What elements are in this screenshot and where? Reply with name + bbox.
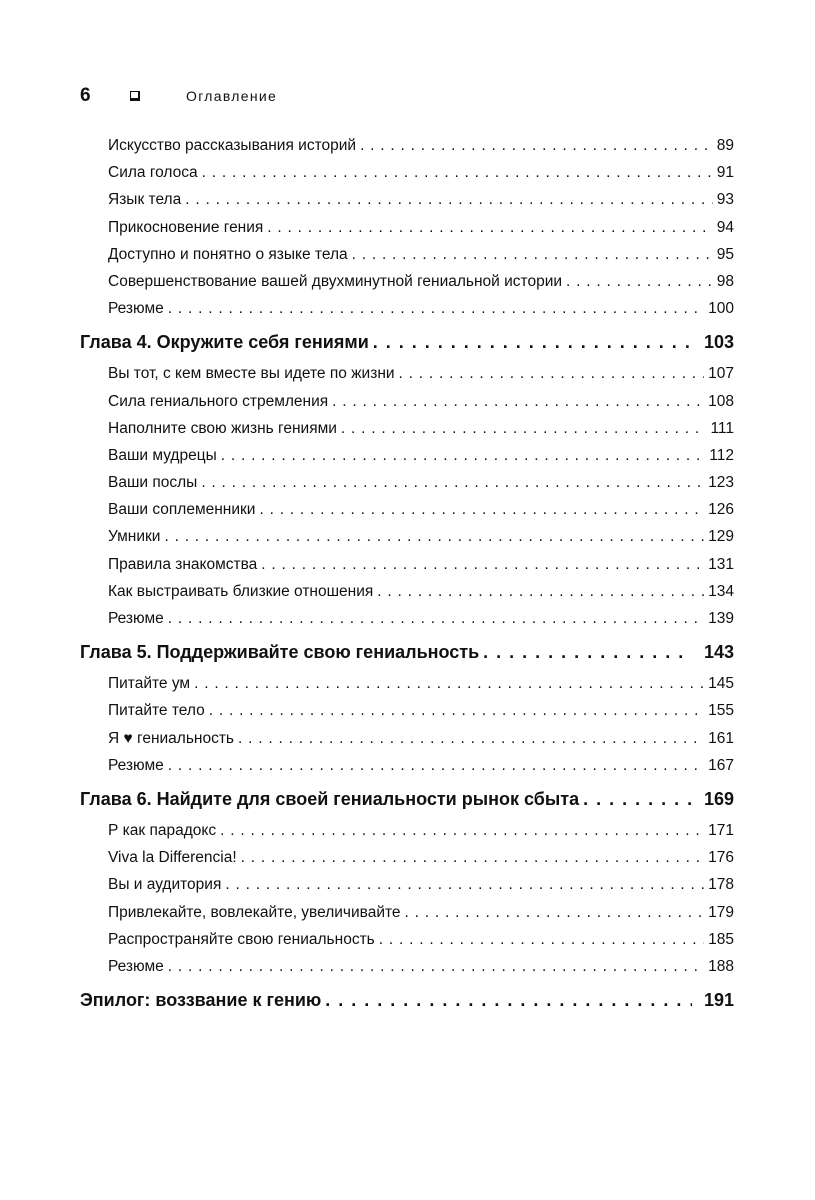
entry-title: Ваши соплеменники xyxy=(108,501,256,519)
toc-section-entry[interactable] xyxy=(80,469,734,496)
entry-title: Как выстраивать близкие отношения xyxy=(108,582,374,600)
entry-title: Язык тела xyxy=(108,191,182,209)
toc-section-entry[interactable] xyxy=(80,132,734,159)
toc-chapter-entry[interactable] xyxy=(80,634,734,670)
entry-title: Правила знакомства xyxy=(108,555,258,573)
toc-section-entry[interactable] xyxy=(80,268,734,295)
page-header xyxy=(80,84,277,108)
dot-leader xyxy=(164,523,704,550)
dot-leader xyxy=(360,132,713,159)
entry-page-number: 161 xyxy=(708,729,734,747)
toc-section-entry[interactable] xyxy=(80,926,734,953)
entry-page-number: 103 xyxy=(703,332,734,353)
entry-page-number: 145 xyxy=(708,675,734,693)
dot-leader xyxy=(241,844,704,871)
toc-section-entry[interactable] xyxy=(80,523,734,550)
entry-title: Резюме xyxy=(108,610,164,627)
entry-page-number: 93 xyxy=(716,191,734,209)
entry-title: Распространяйте свою гениальность xyxy=(108,930,375,948)
entry-title: Привлекайте, вовлекайте, увеличивайте xyxy=(108,903,401,921)
table-of-contents xyxy=(80,132,734,1018)
entry-page-number: 143 xyxy=(703,642,734,663)
dot-leader xyxy=(352,241,713,268)
dot-leader xyxy=(220,817,704,844)
entry-page-number: 131 xyxy=(708,555,734,573)
entry-page-number: 179 xyxy=(708,903,734,921)
entry-title: Глава 5. Поддерживайте свою гениальность xyxy=(80,642,480,663)
toc-section-entry[interactable] xyxy=(80,725,734,752)
entry-title: Резюме xyxy=(108,300,164,318)
entry-title: Ваши послы xyxy=(108,474,198,492)
toc-section-entry[interactable] xyxy=(80,388,734,415)
dot-leader xyxy=(168,295,704,322)
toc-chapter-entry[interactable] xyxy=(80,982,734,1018)
entry-page-number: 129 xyxy=(708,528,734,546)
toc-section-entry[interactable] xyxy=(80,605,734,632)
toc-section-entry[interactable] xyxy=(80,578,734,605)
entry-page-number: 139 xyxy=(708,610,734,627)
entry-title: Viva la Differencia! xyxy=(108,849,237,867)
dot-leader xyxy=(377,578,704,605)
entry-page-number: 188 xyxy=(708,957,734,975)
page-number: 6 xyxy=(80,85,91,106)
toc-section-entry[interactable] xyxy=(80,697,734,724)
entry-title: Сила голоса xyxy=(108,164,198,182)
toc-section-entry[interactable] xyxy=(80,442,734,469)
entry-page-number: 123 xyxy=(708,474,734,492)
toc-section-entry[interactable] xyxy=(80,752,734,779)
dot-leader xyxy=(168,752,704,779)
dot-leader xyxy=(267,214,712,241)
entry-page-number: 108 xyxy=(708,392,734,410)
dot-leader xyxy=(238,725,704,752)
toc-section-entry[interactable] xyxy=(80,844,734,871)
entry-title: Умники xyxy=(108,528,161,546)
toc-section-entry[interactable] xyxy=(80,551,734,578)
square-bullet-icon xyxy=(130,91,140,101)
dot-leader xyxy=(194,670,704,697)
entry-title: Питайте ум xyxy=(108,675,191,693)
toc-section-entry[interactable] xyxy=(80,295,734,322)
entry-title: Резюме xyxy=(108,756,164,774)
dot-leader xyxy=(405,899,705,926)
dot-leader xyxy=(209,697,704,724)
dot-leader xyxy=(379,926,704,953)
entry-title: Глава 4. Окружите себя гениями xyxy=(80,332,369,353)
toc-section-entry[interactable] xyxy=(80,953,734,980)
entry-title: Вы и аудитория xyxy=(108,876,222,894)
entry-title: Ваши мудрецы xyxy=(108,446,217,464)
entry-page-number: 155 xyxy=(708,702,734,720)
toc-section-entry[interactable] xyxy=(80,186,734,213)
dot-leader xyxy=(202,159,713,186)
entry-title: Р как парадокс xyxy=(108,821,217,839)
entry-title: Глава 6. Найдите для своей гениальности рынок сбыта xyxy=(80,788,580,809)
entry-page-number: 91 xyxy=(716,164,734,182)
toc-section-entry[interactable] xyxy=(80,360,734,387)
entry-page-number: 107 xyxy=(708,365,734,383)
dot-leader xyxy=(399,360,705,387)
entry-title: Искусство рассказывания историй xyxy=(108,137,357,154)
entry-page-number: 100 xyxy=(708,300,734,318)
dot-leader xyxy=(185,186,713,213)
entry-page-number: 98 xyxy=(716,272,734,290)
entry-title: Прикосновение гения xyxy=(108,218,264,236)
dot-leader xyxy=(373,324,692,360)
entry-page-number: 185 xyxy=(708,930,734,948)
entry-title: Резюме xyxy=(108,957,164,975)
entry-title: Я ♥ гениальность xyxy=(108,729,235,747)
dot-leader xyxy=(483,634,692,670)
entry-page-number: 111 xyxy=(710,419,734,437)
entry-page-number: 95 xyxy=(716,245,734,263)
dot-leader xyxy=(259,496,704,523)
dot-leader xyxy=(583,781,692,817)
dot-leader xyxy=(201,469,704,496)
toc-section-entry[interactable] xyxy=(80,817,734,844)
entry-page-number: 112 xyxy=(709,446,734,464)
dot-leader xyxy=(325,982,692,1018)
dot-leader xyxy=(332,388,704,415)
toc-section-entry[interactable] xyxy=(80,415,734,442)
running-title: Оглавление xyxy=(186,88,278,104)
entry-title: Наполните свою жизнь гениями xyxy=(108,419,337,437)
dot-leader xyxy=(168,605,704,632)
entry-page-number: 134 xyxy=(708,582,734,600)
dot-leader xyxy=(221,442,706,469)
entry-page-number: 171 xyxy=(708,821,734,839)
toc-section-entry[interactable] xyxy=(80,871,734,898)
dot-leader xyxy=(225,871,704,898)
dot-leader xyxy=(566,268,713,295)
toc-section-entry[interactable] xyxy=(80,214,734,241)
entry-title: Эпилог: воззвание к гению xyxy=(80,990,322,1011)
entry-page-number: 126 xyxy=(708,501,734,519)
entry-title: Совершенствование вашей двухминутной гениальной истории xyxy=(108,272,563,290)
entry-title: Питайте тело xyxy=(108,702,205,720)
entry-page-number: 178 xyxy=(708,876,734,894)
dot-leader xyxy=(168,953,704,980)
entry-page-number: 94 xyxy=(716,218,734,236)
toc-section-entry[interactable] xyxy=(80,496,734,523)
toc-section-entry[interactable] xyxy=(80,670,734,697)
toc-section-entry[interactable] xyxy=(80,241,734,268)
dot-leader xyxy=(341,415,707,442)
dot-leader xyxy=(261,551,704,578)
entry-page-number: 169 xyxy=(703,788,734,809)
toc-chapter-entry[interactable] xyxy=(80,324,734,360)
toc-chapter-entry[interactable] xyxy=(80,781,734,817)
entry-title: Доступно и понятно о языке тела xyxy=(108,245,348,263)
entry-page-number: 191 xyxy=(703,990,734,1011)
entry-page-number: 176 xyxy=(708,849,734,867)
entry-page-number: 167 xyxy=(708,756,734,774)
entry-page-number: 89 xyxy=(716,137,734,154)
entry-title: Сила гениального стремления xyxy=(108,392,329,410)
toc-section-entry[interactable] xyxy=(80,899,734,926)
toc-section-entry[interactable] xyxy=(80,159,734,186)
entry-title: Вы тот, с кем вместе вы идете по жизни xyxy=(108,365,395,383)
